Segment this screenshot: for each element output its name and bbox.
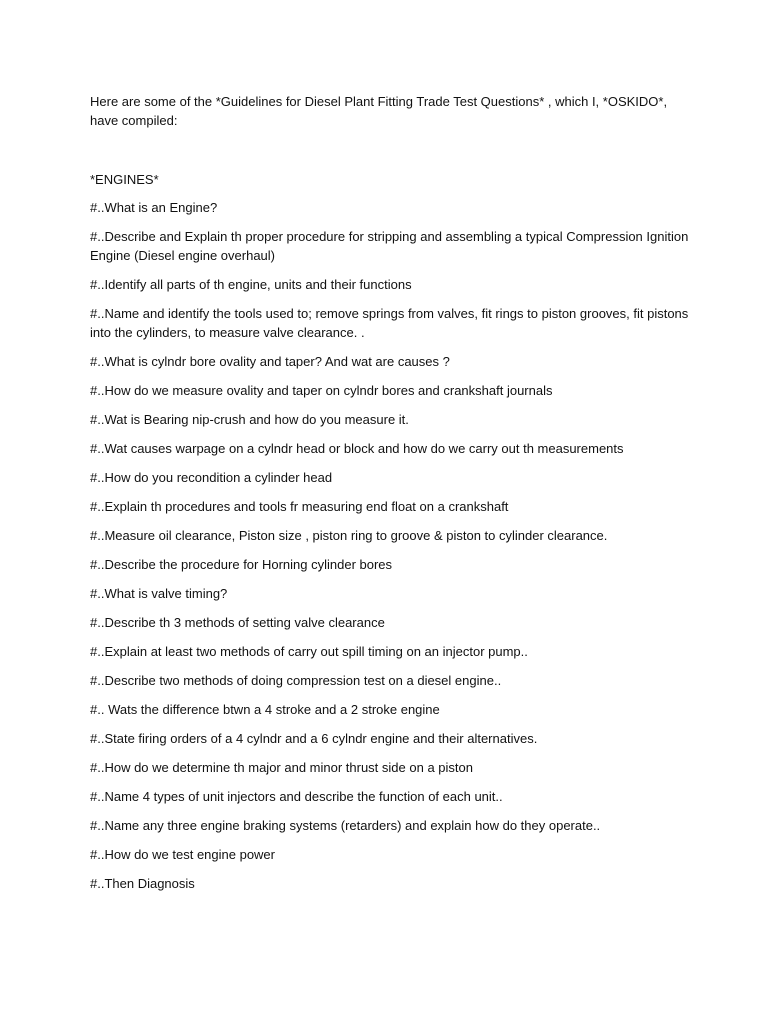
question-item: #..What is valve timing?: [90, 586, 228, 601]
question-item: #..Then Diagnosis: [90, 876, 195, 891]
section-heading: *ENGINES*: [90, 172, 159, 187]
question-item: #..How do you recondition a cylinder head: [90, 470, 333, 485]
question-item: #..Explain at least two methods of carry out spill timing on an injector pump..: [90, 644, 528, 659]
document-content: [90, 92, 690, 891]
question-item: #..Describe two methods of doing compression test on a diesel engine..: [90, 673, 502, 688]
question-item: #.. Wats the difference btwn a 4 stroke and a 2 stroke engine: [90, 702, 440, 717]
question-item: #..Measure oil clearance, Piston size , piston ring to groove & piston to cylinder clearance.: [90, 528, 608, 543]
question-item: #..Identify all parts of th engine, units and their functions: [90, 277, 412, 292]
question-item: #..How do we measure ovality and taper on cylndr bores and crankshaft journals: [90, 383, 553, 398]
question-item: #..Explain th procedures and tools fr measuring end float on a crankshaft: [90, 499, 509, 514]
question-item: #..How do we determine th major and minor thrust side on a piston: [90, 760, 473, 775]
question-item: #..What is cylndr bore ovality and taper? And wat are causes ?: [90, 354, 450, 369]
question-item: #..Describe the procedure for Horning cylinder bores: [90, 557, 393, 572]
question-item: #..Name and identify the tools used to; remove springs from valves, fit rings to piston grooves, fit pistons into the cylinders, to measure valve clearance. .: [90, 306, 689, 340]
question-item: #..Wat is Bearing nip-crush and how do you measure it.: [90, 412, 409, 427]
question-item: #..What is an Engine?: [90, 200, 218, 215]
question-item: #..Wat causes warpage on a cylndr head or block and how do we carry out th measurements: [90, 441, 624, 456]
intro-paragraph: Here are some of the *Guidelines for Diesel Plant Fitting Trade Test Questions* , which I, *OSKIDO*, have compiled:: [90, 94, 668, 128]
question-item: #..State firing orders of a 4 cylndr and a 6 cylndr engine and their alternatives.: [90, 731, 538, 746]
question-list: [90, 198, 690, 903]
question-item: #..Describe th 3 methods of setting valve clearance: [90, 615, 385, 630]
question-item: #..Name any three engine braking systems (retarders) and explain how do they operate..: [90, 818, 601, 833]
question-item: #..Describe and Explain th proper procedure for stripping and assembling a typical Compression Ignition Engine (Diesel engine overhaul): [90, 229, 689, 263]
question-item: #..Name 4 types of unit injectors and describe the function of each unit..: [90, 789, 503, 804]
question-item: #..How do we test engine power: [90, 847, 275, 862]
